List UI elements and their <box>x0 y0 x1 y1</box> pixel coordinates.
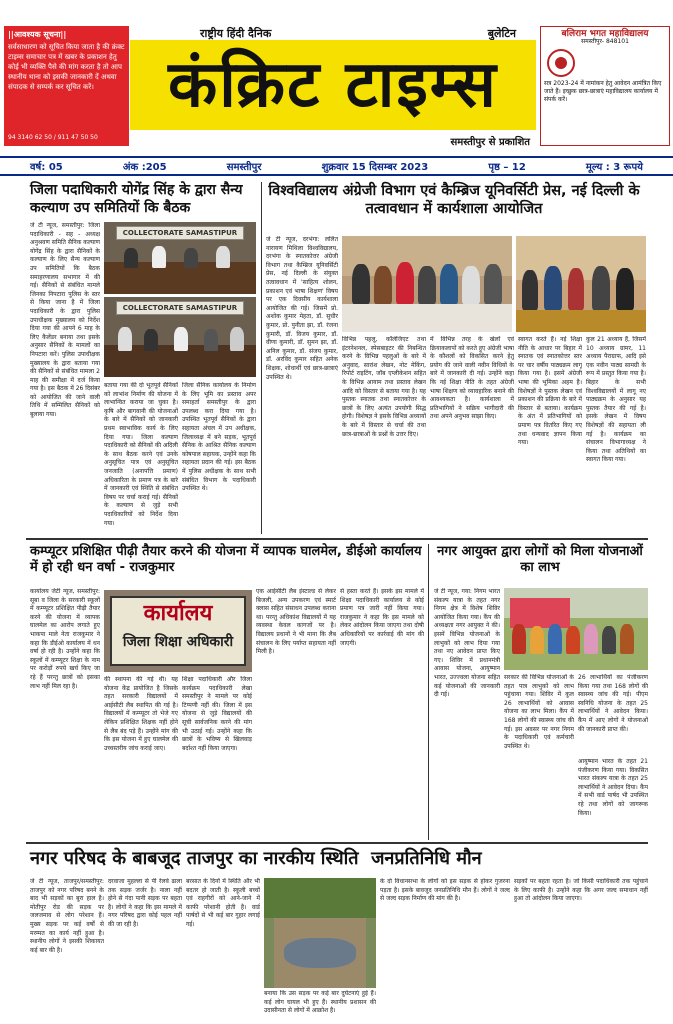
issue-number: अंक :205 <box>122 162 167 173</box>
ad-subtitle: समस्तीपुर- 848101 <box>581 38 629 45</box>
article-1-column-1: जे टी न्यूज, समस्तीपुर: जिला पदाधिकारी - सह - अध्यक्ष अनुश्रवण समिति सैनिक कल्याण योगेंद्र सिंह के द्वारा सैनिकों के कल्याण के लिए सैन्य कल्याण उप समितियों कि बैठक समाहरणालय सभागार में की गई। सैनिकों से संबंधित मामले जिनका निपटारा पुलिस के स्तर से किया जाना है में जिला पदाधिकारी के द्वारा पुलिस उपाधीक्षक मुख्यालय को निर्देश दिया गया की आपने 6 माह के लिए कैलेंडर बनाया तथा इसके अनुसार सैनिकों के मामलों का निपटारा करें। पुलिस उपाधीक्षक मुख्यालय के द्वारा बताया गया की सैनिकों से संबंधित मामला 2 माह की समीक्षा में दर्ज किया गया है। इस बैठक में 26 दिसंबर को आयोजित की जाने वाली तिथि में सम्मिलित सैनिकों को बुलाया गया। <box>30 222 100 419</box>
newspaper-title: कंक्रिट टाइम्स <box>130 40 536 130</box>
article-5-column-1: जे टी न्यूज, ताजपुर/समस्तीपुर: ताजपुर को नगर परिषद बनने के बाद भी सड़कों का बुरा हाल है। मोतीपुर रोड की सड़क पर जलजमाव से लोग परेशान हैं। मुख्य सड़क पर कई वर्षों से मरम्मत का कार्य नहीं हुआ है। स्थानीय लोगों ने इसकी शिकायत कई बार की है। <box>30 878 104 954</box>
article-1-photo-1 <box>104 222 256 294</box>
article-3-column-2: की स्थापना की गई थी। यह योजना केंद्र प्रायोजित है जिसके तहत सरकारी विद्यालयों में आईसीटी लैब स्थापित की गई है। विद्यालयों में कम्प्यूटर तो भेजे गए लेकिन प्रशिक्षित शिक्षक नहीं होने से लैब बंद पड़े हैं। उन्होंने मांग की कि इस योजना में हुए घालमेल की उच्चस्तरीय जांच कराई जाए। <box>104 676 178 752</box>
article-3-sign-photo <box>104 590 252 672</box>
article-2-column-2: विभिन्न पहलू, कॉलेजिएट तथा इंटरनेशनल, स्पेसबाइटर की निबन्धित करने के विभिन्न पहलुओं के बारे में अनुवाद, सारांश लेखन, नोट मेकिंग, रिपोर्ट राइटिंग, जॉब एप्लीकेशन सहित के विभिन्न आयाम तथा प्रस्ताव लेखन आदि को विस्तार से बताया गया है। यह पुस्तक स्नातक तथा स्नातकोत्तर के छात्रों के लिए अत्यंत उपयोगी सिद्ध होगी। विशेषज्ञ ने इसके विभिन्न अध्यायों के बारे में विस्तार से चर्चा की तथा छात्र-छात्राओं के प्रश्नों के उत्तर दिए। <box>342 336 426 438</box>
article-2-headline: विश्वविद्यालय अंग्रेजी विभाग एवं कैम्ब्रिज यूनिवर्सिटी प्रेस, नई दिल्ली के तत्वावधान में कार्यशाला आयोजित <box>268 183 640 218</box>
article-2-photo-2 <box>516 236 646 332</box>
deo-sign-bottom: जिला शिक्षा अधिकारी <box>122 634 234 650</box>
article-4-column-3: 26 लाभार्थियों का पंजीकरण किया गया तथा 168 लोगों की स्वास्थ्य जांच की गई। पीएम स्वनिधि योजना के तहत 25 लाभार्थियों ने आवेदन किया। कैंप में आए लोगों ने योजनाओं की जानकारी प्राप्त की। <box>578 674 648 733</box>
tagline: राष्ट्रीय हिंदी दैनिक <box>200 27 272 40</box>
article-5-headline: नगर परिषद के बाबजूद ताजपुर का नारकीय स्थिति जनप्रतिनिधि मौन <box>30 848 482 869</box>
ad-body: सत्र 2023-24 में नामांकन हेतु आवेदन आमंत्रित किए जाते हैं। इच्छुक छात्र-छात्राएं महाविद्यालय कार्यालय में संपर्क करें। <box>544 80 662 103</box>
article-2-column-1: जे टी न्यूज, दरभंगा: ललित नारायण मिथिला विश्वविद्यालय, दरभंगा के स्नातकोत्तर अंग्रेजी विभाग तथा कैम्ब्रिज यूनिवर्सिटी प्रेस, नई दिल्ली के संयुक्त तत्वावधान में 'साहित्य शोलन, प्रकाशन एवं भाषा शिक्षण' विषय पर एक दिवसीय कार्यशाला आयोजित की गई। जिसमें प्रो. अशोक कुमार मेहता, डॉ. सुधीर कुमार, प्रो. पुनीता झा, डॉ. रंजना कुमारी, डॉ. विजय कुमार, डॉ. वीणा कुमारी, डॉ. सुमन झा, डॉ. अनिल कुमार, डॉ. संजय कुमार, डॉ. अरविंद कुमार सहित अनेक शिक्षक, शोधार्थी एवं छात्र-छात्राएं उपस्थित थे। <box>266 236 338 381</box>
article-4-column-2: सरकार की विभिन्न योजनाओं के तहत पात्र लाभुकों को लाभ पहुंचाया गया। शिविर में कुल 26 लाभार्थियों को आवास योजना का लाभ मिला। कैंप में 168 लोगों की स्वास्थ्य जांच की गई। इस अवसर पर नगर निगम के पदाधिकारी एवं कर्मचारी उपस्थित थे। <box>504 674 574 750</box>
deo-office-sign <box>110 596 246 666</box>
notice-body: सर्वसाधारण को सूचित किया जाता है की क्रंक्ट टाइम्स समाचार पत्र में खबर के प्रकाशन हेतु कोई भी व्यक्ति पैसे की मांग करता है तो आप स्थानीय थाना को इसकी जानकारी दें अथवा संपादक से सम्पर्क कर सूचित करें। <box>8 43 125 91</box>
article-3-column-5: से हस्ता करते हैं। इसके इस मामले में शिक्षा पदाधिकारी कार्यालय से कोई प्रमाण पत्र जारी नहीं किया गया। राजकुमार ने कहा कि इस मामले को लेकर आंदोलन किया जाएगा तथा दोषी अधिकारियों पर कार्रवाई की मांग की जाएगी। <box>340 588 424 647</box>
article-2-photo-1 <box>342 236 512 332</box>
article-2-column-3: में विभिन्न तरह के खेलों एवं क्रियाकलापों को करते हुए अंग्रेजी भाषा के कौशलों को विकसित करने हेतु प्रयोग की जाने वाली नवीन विधियों के बारे में जानकारी दी गई। उन्होंने कहा कि नई शिक्षा नीति के तहत अंग्रेजी भाषा शिक्षण को व्यावहारिक बनाने की आवश्यकता है। कार्यशाला में प्रतिभागियों ने सक्रिय भागीदारी की तथा अपने अनुभव साझा किए। <box>430 336 514 421</box>
brand-area <box>130 24 536 148</box>
article-5-column-6: सड़कों पर बहता रहता है। जो किसी पदाधिकारी तक पहुंचाने के लिए काफी है। उन्होंने कहा कि अगर जल्द समाधान नहीं हुआ तो आंदोलन किया जाएगा। <box>514 878 648 903</box>
collectorate-sign-1: COLLECTORATE SAMASTIPUR <box>116 226 244 240</box>
article-5-column-5: के दो विधानसभा के लोगों को इस सड़क से होकर गुजरना पड़ता है। इसके बावजूद जनप्रतिनिधि मौन हैं। लोगों ने जल्द से जल्द सड़क निर्माण की मांग की है। <box>380 878 510 903</box>
ad-title: बलिराम भगत महाविद्यालय <box>561 29 649 39</box>
article-5-column-2: दरवाजा मुहल्ला से पी रेलवे ढाला तक सड़क जर्जर है। नाला नहीं होने से गंदा पानी सड़क पर बहता है। लोगों ने कहा कि इस मामले में नगर परिषद द्वारा कोई पहल नहीं की जा रही है। <box>108 878 182 928</box>
issue-year: वर्ष: 05 <box>30 162 63 173</box>
collectorate-sign-2: COLLECTORATE SAMASTIPUR <box>116 301 244 315</box>
article-5-column-4: बनाया कि उस सड़क पर कई बार दुर्घटनाएं हुई हैं। कई लोग घायल भी हुए हैं। स्थानीय प्रशासन की उदासीनता से लोगों में आक्रोश है। <box>264 990 376 1015</box>
article-5-photo <box>264 878 376 988</box>
article-1-column-2: बताया गया की दो भूतपूर्व सैनिकों को लाभांश निर्माण की योजना में लाभान्वित कराया जा चुका है। कृषि और बागवानी की योजनाओं के बारे में सैनिकों को जानकारी प्रथम स्वाभाविक कार्य के लिए दिया गया। जिला कल्याण पदाधिकारी को सैनिकों की अदिली के साथ बैठक करने एवं उनके अनुसूचित पात्र एवं अनुसूचित जनजाति (अनापत्ति प्रमाण) अधिकारिता के प्रमाण पत्र के बारे में जानकारी एवं स्थिति से संबंधित विषय पर चर्चा कराई गई। सैनिकों के कल्याण से जुड़े सभी पदाधिकारियों को निर्देश दिया गया। <box>104 382 178 527</box>
issue-info-bar <box>0 156 673 176</box>
notice-phone: 94 3140 62 50 / 911 47 50 50 <box>8 134 98 141</box>
article-4-column-1: जे टी न्यूज, गया: निगम भारत संकल्प यात्रा के तहत नगर निगम क्षेत्र में विशेष शिविर आयोजित किया गया। कैंप की अध्यक्षता नगर आयुक्त ने की। इसमें विभिन्न योजनाओं के लाभुकों को लाभ दिया गया तथा नए आवेदन प्राप्त किए गए। शिविर में प्रधानमंत्री आवास योजना, आयुष्मान भारत, उज्ज्वला योजना सहित कई योजनाओं की जानकारी दी गई। <box>434 588 500 699</box>
issue-price: मूल्य : 3 रूपये <box>585 162 643 173</box>
article-4-headline: नगर आयुक्त द्वारा लोगों को मिला योजनाओं का लाभ <box>437 544 643 576</box>
issue-city: समस्तीपुर <box>226 162 262 173</box>
publication-place: समस्तीपुर से प्रकाशित <box>450 137 530 148</box>
article-2-column-4: स्वागत करते हैं। नई शिक्षा नीति के आधार पर बिहार में स्नातक एवं स्नातकोत्तर स्तर पर चार वर्षीय पाठ्यक्रम लागू किया गया है। इसमें अंग्रेजी भाषा की भूमिका अहम है। विशेषज्ञों ने पुस्तक लेखन एवं प्रकाशन की प्रक्रिया के बारे में विस्तार से बताया। कार्यक्रम के अंत में प्रतिभागियों को प्रमाण पत्र वितरित किए गए तथा धन्यवाद ज्ञापन किया गया। <box>518 336 582 447</box>
college-ad <box>540 26 670 146</box>
issue-pages: पृष्ठ – 12 <box>488 162 526 173</box>
article-5-column-3: बरसात के दिनों में स्थिति और भी बदतर हो जाती है। स्कूली बच्चों एवं राहगीरों को आने-जाने में काफी परेशानी होती है। वार्ड पार्षदों से भी कई बार गुहार लगाई गई। <box>186 878 260 928</box>
article-1-column-3: जिला सैनिक कार्यालय के निर्माण के लिए भूमि का प्रस्ताव अपर समाहर्ता समस्तीपुर के द्वारा उपलब्ध करा दिया गया है। उपस्थित भूतपूर्व सैनिकों के द्वारा सहायता अंचल में उप अधीक्षक, जिलाध्यक्ष में बने सड़क, भूतपूर्व सैनिक के आश्रित सैनिक कल्याण कोषपाल सहायक, उन्होंने कहा कि सहायता प्रदान की गई। इस बैठक में पुलिस अधीक्षक के साथ सभी संबंधित विभाग के पदाधिकारी उपस्थित थे। <box>182 382 256 493</box>
issue-date: शुक्रवार 15 दिसम्बर 2023 <box>321 162 429 173</box>
deo-sign-top: कार्यालय <box>143 601 213 626</box>
article-3-headline: कम्प्यूटर प्रशिक्षित पीढ़ी तैयार करने की योजना में व्यापक घालमेल, डीईओ कार्यालय में हो रही धन वर्षा - राजकुमार <box>30 544 422 576</box>
article-1-headline: जिला पदाधिकारी योगेंद्र सिंह के द्वारा सैन्य कल्याण उप समितियों कि बैठक <box>30 182 243 216</box>
article-3-column-1: कार्यालय जेटी न्यूज, समस्तीपुर: सूबा व जिला के सरकारी स्कूलों में कम्प्यूटर प्रशिक्षित पीढ़ी तैयार करने की योजना में व्यापक घालमेल का आरोप लगाते हुए भाकपा माले नेता राजकुमार ने कहा कि डीईओ कार्यालय में धन वर्षा हो रही है। उन्होंने कहा कि स्कूलों में कम्प्यूटर शिक्षा के नाम पर करोड़ों रुपये खर्च किए जा रहे हैं परन्तु छात्रों को इसका लाभ नहीं मिल रहा है। <box>30 588 100 690</box>
article-3-column-4: एक आईसीटी लैब इंस्टाल्ड से लेकर बिजली, अन्य उपकरण एवं स्मार्ट क्लास सहित संसाधन उपलब्ध कराना था। परन्तु अधिकांश विद्यालयों में यह व्यवस्था केवल कागजों पर है। विद्यालय प्रधानों ने भी माना कि लैब संचालन के लिए पर्याप्त सहायता नहीं मिली है। <box>256 588 336 656</box>
article-2-column-5: कुल 21 अध्याय हैं, जिसमें 10 अध्याय ग्रामर, 11 अध्याय पैराग्राफ, आदि इसे एक नवीन पाठ्य सामग्री के रूप में प्रस्तुत किया गया है। बिहार के सभी विश्वविद्यालयों में लागू नए पाठ्यक्रम के अनुसार यह पुस्तक तैयार की गई है। इसके लेखन में विषय विशेषज्ञों की सहायता ली गई है। कार्यक्रम का संचालन विभागाध्यक्ष ने किया तथा अतिथियों का स्वागत किया गया। <box>586 336 646 464</box>
notice-title: ||आवश्यक सूचना|| <box>8 30 67 39</box>
masthead <box>0 0 673 150</box>
notice-box <box>4 26 129 146</box>
bulletin-label: बुलेटिन <box>487 27 516 40</box>
article-1-photo-2 <box>104 297 256 377</box>
college-logo-icon <box>546 48 576 78</box>
article-3-column-3: शिक्षा पदाधिकारी और जिला कार्यक्रम पदाधिकारी लेखा समस्तीपुर ने मामले पर कोई टिप्पणी नहीं की। जिला में इस योजना से जुड़े विद्यालयों की सूची सार्वजनिक करने की मांग भी उठाई गई। उन्होंने कहा कि छात्रों के भविष्य से खिलवाड़ बर्दाश्त नहीं किया जाएगा। <box>182 676 252 752</box>
article-4-photo <box>504 588 648 670</box>
article-4-column-4: आयुष्मान भारत के तहत 21 पंजीकरण किया गया। विकसित भारत संकल्प यात्रा के तहत 25 लाभार्थियों ने आवेदन दिया। कैंप में सभी वार्ड पार्षद भी उपस्थित रहे तथा लोगों को जागरूक किया। <box>578 758 648 817</box>
